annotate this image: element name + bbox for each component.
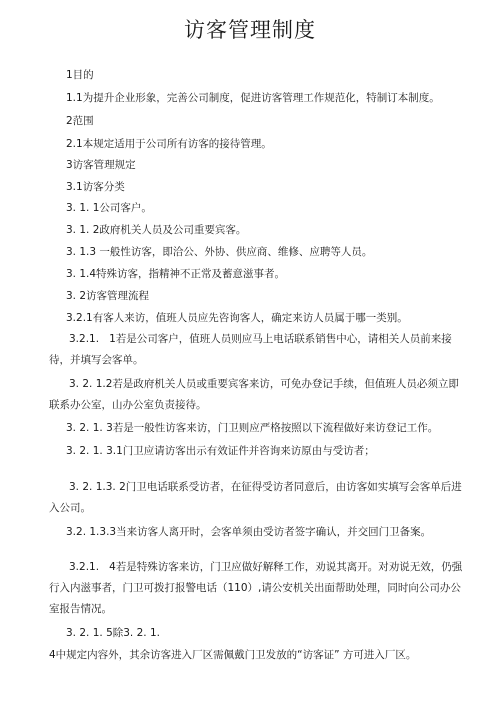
clause-continuation: 4中规定内容外，其余访客进入厂区需佩戴门卫发放的“访客证” 方可进入厂区。 <box>49 649 417 661</box>
clause-3-2: 3. 2访客管理流程 <box>66 290 150 302</box>
clause-3-2-1-3-2: 3. 2. 1.3. 2门卫电话联系受访者，在征得受访者同意后，由访客如实填写会客单后进入公司。 <box>49 481 462 514</box>
clause-3-1-4: 3. 1.4特殊访客，指精神不正常及蓄意滋事者。 <box>66 268 286 280</box>
clause-3-1-1: 3. 1. 1公司客户。 <box>66 202 152 214</box>
section-purpose-heading: 1目的 <box>66 69 94 81</box>
section-scope-heading: 2范围 <box>66 115 94 127</box>
clause-3-1: 3.1访客分类 <box>66 181 125 193</box>
clause-3-2-1-3-1: 3. 2. 1. 3.1门卫应请访客出示有效证件并咨询来访原由与受访者； <box>66 445 375 457</box>
clause-3-1-3: 3. 1.3 一般性访客，即洽公、外协、供应商、维修、应聘等人员。 <box>66 246 373 258</box>
document-title: 访客管理制度 <box>184 18 316 42</box>
clause-2-1: 2.1本规定适用于公司所有访客的接待管理。 <box>66 138 272 150</box>
clause-3-2-1-5: 3. 2. 1. 5除3. 2. 1. <box>66 627 160 639</box>
clause-3-2-1-3-3: 3.2. 1.3.3当来访客人离开时，会客单须由受访者签字确认，并交回门卫备案。 <box>66 526 432 538</box>
clause-3-2-1-2: 3. 2. 1.2若是政府机关人员或重要宾客来访，可免办登记手续，但值班人员必须立即联系办公室，山办公室负责接待。 <box>49 378 459 411</box>
clause-3-1-2: 3. 1. 2政府机关人员及公司重要宾客。 <box>66 224 247 236</box>
clause-3-2-1-4: 3.2.1. 4若是特殊访客来访，门卫应做好解释工作，劝说其离开。对劝说无效，仍强行入内滋事者，门卫可拨打报警电话（110）,请公安机关出面帮助处理，同时向公司办公室报告情况。 <box>49 561 463 615</box>
clause-3-2-1: 3.2.1有客人来访，值班人员应先咨询客人，确定来访人员属于哪一类别。 <box>66 312 408 324</box>
section-rules-heading: 3访客管理规定 <box>66 159 136 171</box>
clause-3-2-1-1: 3.2.1. 1若是公司客户，值班人员则应马上电话联系销售中心，请相关人员前来接待，并填写会客单。 <box>49 333 452 366</box>
clause-3-2-1-3: 3. 2. 1. 3若是一般性访客来访，门卫则应严格按照以下流程做好来访登记工作。 <box>66 422 439 434</box>
clause-1-1: 1.1为提升企业形象，完善公司制度，促进访客管理工作规范化，特制订本制度。 <box>66 92 440 104</box>
